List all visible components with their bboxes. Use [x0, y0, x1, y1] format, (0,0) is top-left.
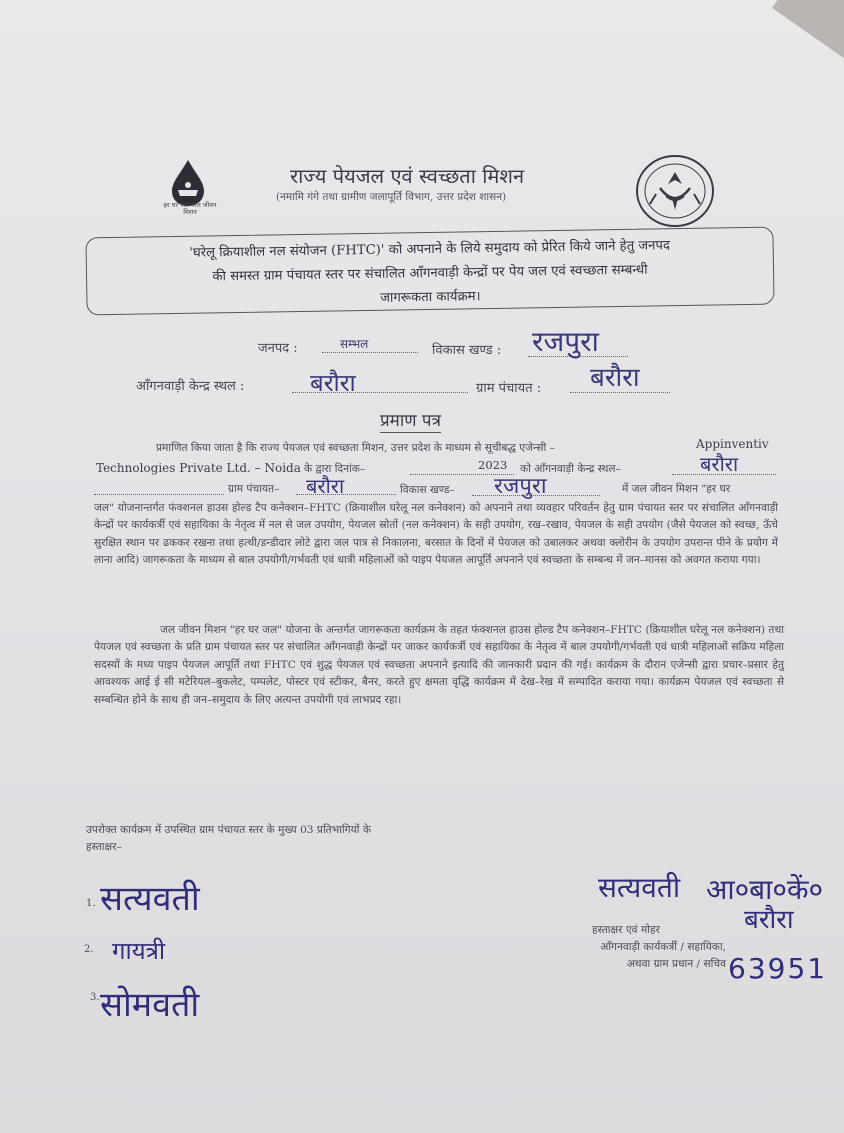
water-drop-icon — [160, 158, 230, 228]
authority-signature-title: आ०बा०कें० — [706, 873, 824, 906]
participant-signature-1: सत्यवती — [100, 879, 200, 919]
authority-signature-place: बरौरा — [744, 905, 794, 935]
logo-caption: हर घर जल जल जीवन मिशन — [163, 201, 217, 216]
date-label: के द्वारा दिनांक– — [304, 463, 366, 475]
header-subtitle: (नमामि गंगे तथा ग्रामीण जलापूर्ति विभाग, उत्तर प्रदेश शासन) — [276, 191, 507, 203]
vk-value: रजपुरा — [494, 474, 547, 499]
participant-signature-3: सोमवती — [100, 985, 200, 1025]
signature-line-3: अथवा ग्राम प्रधान / सचिव — [626, 958, 726, 970]
emblem-icon — [634, 152, 716, 230]
janpad-value: सम्भल — [340, 337, 369, 351]
banner-line-1: 'घरेलू क्रियाशील नल संयोजन (FHTC)' को अपनाने के लिये समुदाय को प्रेरित किये जाने हेतु जनपद — [189, 238, 671, 261]
para2: जल जीवन मिशन "हर घर जल" योजना के अन्तर्गत जागरूकता कार्यक्रम के तहत फंक्शनल हाउस होल्ड टैप कनेक्शन–FHTC (क्रियाशील घरेलू नल कनेक्शन) तथा पेयजल एवं स्वच्छता के प्रति ग्राम पंचायत स्तर पर संचालित आँगनवाड़ी केन्द्रों पर जाकर कार्यकर्त्री एवं सहायिका के नेतृत्व में बाल उपयोगी/गर्भवती एवं धात्री महिलाओं सक्रिय महिला सदस्यों के मध्य पाइप पेयजल आपूर्ति तथा FHTC एवं शुद्ध पेयजल एवं स्वच्छता अपनाने इत्यादि की जानकारी प्रदान की गई। कार्यक्रम के दौरान एजेन्सी द्वारा प्रचार–प्रसार हेतु आवश्यक आई ई सी मटेरियल–बुकलेट, पम्पलेट, पोस्टर एवं स्टीकर, बैनर, करते हुए क्षमता वृद्धि कार्यक्रम में देख–रेख में सम्पादित कराया गया। कार्यक्रम पेयजल एवं स्वच्छता से सम्बन्धित होने के साथ ही जन–समुदाय के लिए अत्यन्त उपयोगी एवं लाभप्रद रहा। — [94, 624, 784, 706]
kendra-label: आँगनवाड़ी केन्द्र स्थल : — [136, 379, 245, 394]
authority-handwritten-number: 63951 — [728, 952, 828, 985]
har-ghar-jal-logo — [160, 158, 230, 228]
participant-signature-2: गायत्री — [112, 937, 166, 965]
participants-intro-line2: हस्ताक्षर– — [86, 841, 122, 854]
up-government-emblem — [634, 152, 716, 230]
gram-panchayat-value: बरौरा — [590, 363, 640, 393]
authority-signature-name: सत्यवती — [598, 871, 681, 904]
agency-name-part1: Appinventiv — [696, 437, 769, 451]
janpad-label: जनपद : — [258, 341, 298, 356]
kendra-sthal-label: को आँगनवाड़ी केन्द्र स्थल– — [520, 463, 621, 475]
header-title: राज्य पेयजल एवं स्वच्छता मिशन — [290, 164, 525, 188]
agency-name-part2: Technologies Private Ltd. – Noida — [96, 461, 301, 475]
janpad-underline — [322, 352, 418, 353]
signature-line-2: आँगनवाड़ी कार्यकर्त्री / सहायिका, — [600, 941, 726, 953]
gp-value: बरौरा — [306, 474, 345, 498]
participant-number-2: 2. — [84, 944, 94, 955]
vikas-khand-value: रजपुरा — [532, 325, 599, 358]
vikas-khand-label: विकास खण्ड : — [432, 343, 502, 358]
authority-signature-block — [520, 922, 726, 973]
program-banner-text — [99, 233, 760, 315]
vk-label: विकास खण्ड– — [400, 484, 455, 496]
kendra-value: बरौरा — [310, 369, 356, 397]
page-corner — [772, 0, 844, 59]
participants-intro-line1: उपरोक्त कार्यक्रम में उपस्थित ग्राम पंचायत स्तर के मुख्य 03 प्रतिभागियों के — [86, 824, 372, 836]
participant-number-3: 3. — [90, 992, 100, 1003]
signature-line-1: हस्ताक्षर एवं मोहर — [592, 924, 660, 936]
jjm-text: में जल जीवन मिशन "हर घर — [622, 483, 731, 495]
gp-blank-underline — [94, 494, 224, 495]
gp-label: ग्राम पंचायत– — [228, 483, 280, 495]
certificate-title: प्रमाण पत्र — [380, 408, 441, 433]
banner-line-2: की समस्त ग्राम पंचायत स्तर पर संचालित आँगनवाड़ी केन्द्रों पर पेय जल एवं स्वच्छता सम्बन्धी — [212, 262, 648, 285]
participants-intro — [86, 822, 566, 857]
kendra-sthal-value: बरौरा — [700, 452, 739, 476]
date-value: 2023 — [478, 458, 508, 472]
gram-panchayat-label: ग्राम पंचायत : — [476, 381, 542, 396]
banner-line-3: जागरूकता कार्यक्रम। — [380, 289, 481, 306]
para1-rest: जल" योजनान्तर्गत फंक्शनल हाउस होल्ड टैप कनेक्शन–FHTC (क्रियाशील घरेलू नल कनेक्शन) को अपनाने तथा व्यवहार परिवर्तन हेतु ग्राम पंचायत स्तर पर संचालित आँगनवाड़ी केन्द्रों पर कार्यकर्त्री एवं सहायिका के नेतृत्व में नल से जल उपयोग, पेयजल स्रोतों (नल कनेक्शन) के सही उपयोग, रख–रखाव, पेयजल के सही उपयोग (जैसे पेयजल को स्वच्छ, ऊँचे सुरक्षित स्थान पर ढककर रखना तथा हत्थी/डन्डीदार लोटे द्वारा जल पात्र से निकालना, बरसात के दिनों में पेयजल को उबालकर अथवा क्लोरीन के उपयोग उपरान्त पीने के प्रयोग में लाना आदि) जागरूकता के माध्यम से बाल उपयोगी/गर्भवती एवं धात्री महिलाओं को पाइप पेयजल आपूर्ति अपनाने एवं स्वच्छता के सम्बन्ध में जन–मानस को अवगत कराया गया। — [94, 502, 779, 567]
participant-number-1: 1. — [86, 898, 96, 909]
para1-line1: प्रमाणित किया जाता है कि राज्य पेयजल एवं स्वच्छता मिशन, उत्तर प्रदेश के माध्यम से सूचीबद्ध एजेन्सी – — [156, 442, 555, 454]
